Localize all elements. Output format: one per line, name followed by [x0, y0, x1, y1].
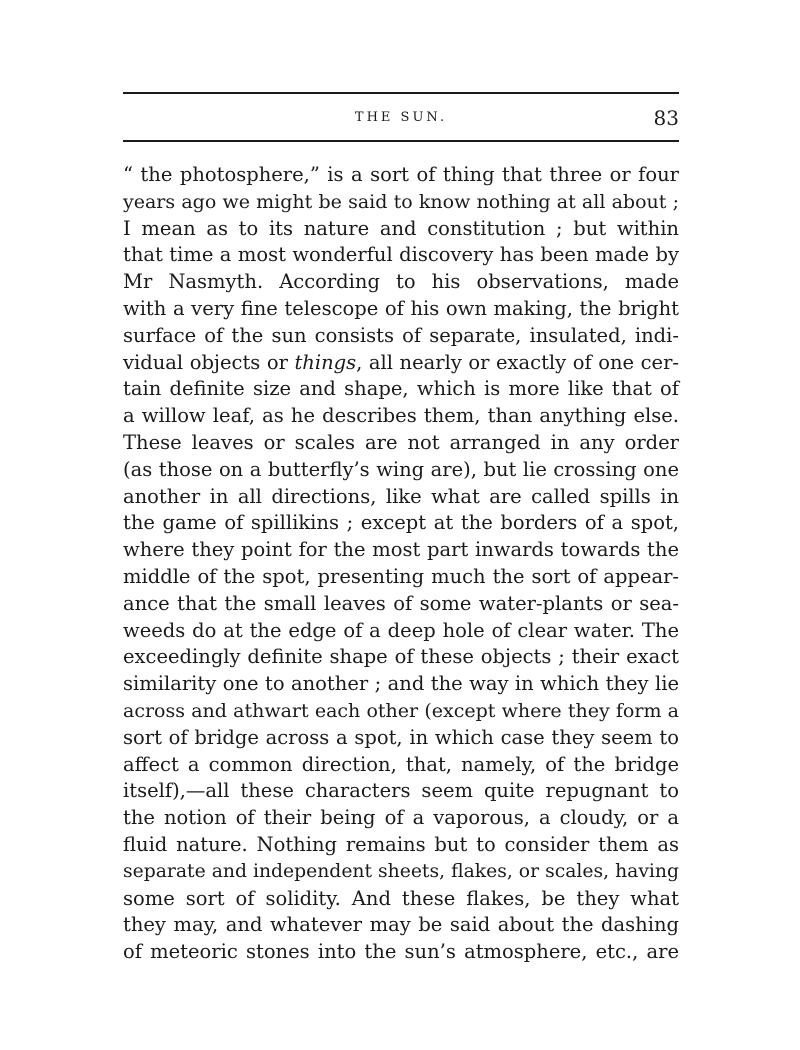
body-text — [123, 162, 679, 966]
text-line: they may, and whatever may be said about the dashing — [123, 913, 679, 937]
running-title: THE SUN. — [354, 110, 448, 125]
text-line: I mean as to its nature and constitution ; but within — [123, 216, 679, 240]
header-rule-top — [123, 92, 679, 94]
text-line: weeds do at the edge of a deep hole of clear water. The — [123, 618, 679, 642]
text-line: that time a most wonderful discovery has been made by — [123, 243, 679, 267]
text-line: a willow leaf, as he describes them, than anything else. — [123, 404, 679, 428]
text-line: similarity one to another ; and the way in which they lie — [123, 672, 679, 696]
text-line: of meteoric stones into the sun’s atmosphere, etc., are — [123, 940, 679, 964]
text-line: “ the photosphere,” is a sort of thing that three or four — [123, 163, 679, 186]
text-line: some sort of solidity. And these flakes, be they what — [123, 886, 679, 910]
page-number: 83 — [653, 106, 679, 130]
text-line: separate and independent sheets, flakes, or scales, having — [123, 860, 679, 882]
text-line: tain definite size and shape, which is more like that of — [123, 377, 679, 401]
emphasis-text: things — [294, 350, 357, 374]
text-line: vidual objects or things, all nearly or exactly of one cer- — [123, 350, 680, 374]
text-line: sort of bridge across a spot, in which case they seem to — [123, 725, 679, 749]
text-line: itself),—all these characters seem quite repugnant to — [123, 779, 679, 803]
text-line: across and athwart each other (except where they form a — [123, 699, 679, 722]
text-line: with a very fine telescope of his own making, the bright — [123, 296, 679, 320]
text-line: exceedingly definite shape of these objects ; their exact — [123, 645, 679, 669]
text-line: surface of the sun consists of separate, insulated, indi- — [123, 323, 679, 347]
text-line: years ago we might be said to know nothing at all about ; — [123, 190, 679, 213]
running-head — [123, 106, 679, 130]
text-line: fluid nature. Nothing remains but to consider them as — [123, 832, 679, 856]
text-line: another in all directions, like what are called spills in — [123, 484, 679, 508]
text-line: These leaves or scales are not arranged in any order — [123, 430, 679, 454]
text-line: ance that the small leaves of some water-plants or sea- — [123, 591, 679, 615]
text-line: the notion of their being of a vaporous, a cloudy, or a — [123, 806, 679, 830]
text-line: affect a common direction, that, namely, of the bridge — [123, 752, 679, 776]
text-line: middle of the spot, presenting much the sort of appear- — [123, 564, 679, 588]
text-line: the game of spillikins ; except at the borders of a spot, — [123, 511, 679, 535]
header-rule-bottom — [123, 140, 679, 142]
text-line: where they point for the most part inwards towards the — [123, 538, 679, 562]
text-line: Mr Nasmyth. According to his observations, made — [123, 270, 679, 294]
text-line: (as those on a butterfly’s wing are), but lie crossing one — [123, 457, 679, 481]
